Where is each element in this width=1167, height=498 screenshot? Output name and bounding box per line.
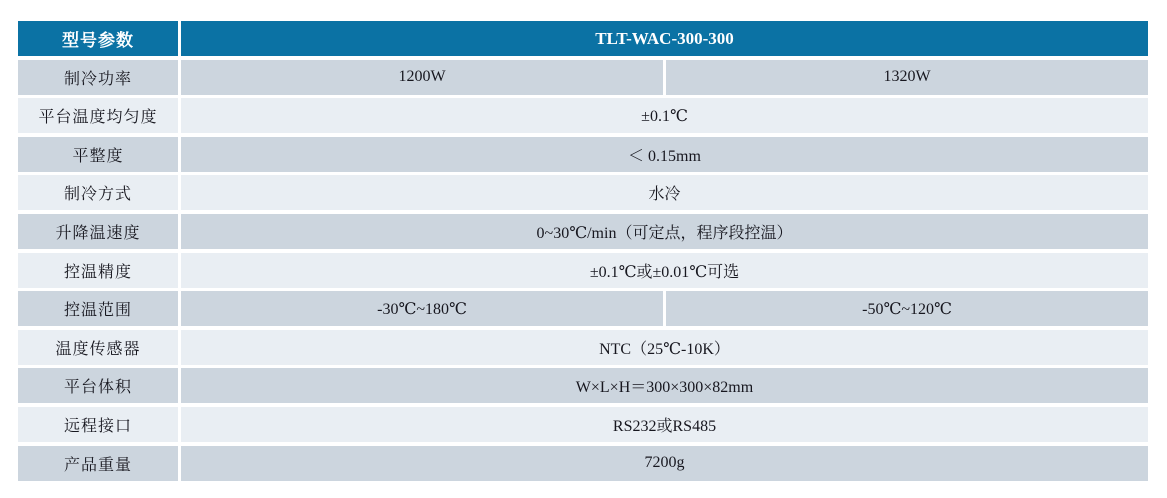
spec-value: 1200W [181,60,663,95]
spec-value: -30℃~180℃ [181,291,663,326]
spec-row-cooling-method [18,175,1148,210]
spec-value: W×L×H＝300×300×82mm [181,368,1148,403]
spec-value: ±0.1℃或±0.01℃可选 [181,253,1148,288]
spec-label: 平台温度均匀度 [18,98,178,133]
spec-row-product-weight [18,446,1148,481]
spec-label: 产品重量 [18,446,178,481]
spec-value: 1320W [666,60,1148,95]
spec-row-remote-interface [18,407,1148,442]
spec-row-temp-uniformity [18,98,1148,133]
spec-label: 平整度 [18,137,178,172]
spec-value: RS232或RS485 [181,407,1148,442]
spec-label: 控温精度 [18,253,178,288]
spec-value: ±0.1℃ [181,98,1148,133]
spec-row-temp-sensor [18,330,1148,365]
spec-row-platform-size [18,368,1148,403]
spec-row-ramp-rate [18,214,1148,249]
spec-table-header-row [18,21,1148,56]
spec-label: 升降温速度 [18,214,178,249]
spec-row-control-range [18,291,1148,326]
spec-value: 水冷 [181,175,1148,210]
spec-label: 温度传感器 [18,330,178,365]
spec-label: 控温范围 [18,291,178,326]
spec-row-flatness [18,137,1148,172]
spec-row-control-precision [18,253,1148,288]
spec-value: 0~30℃/min（可定点，程序段控温） [181,214,1148,249]
spec-label: 远程接口 [18,407,178,442]
spec-value: NTC（25℃-10K） [181,330,1148,365]
spec-label: 平台体积 [18,368,178,403]
spec-value: -50℃~120℃ [666,291,1148,326]
spec-value: ＜ 0.15mm [181,137,1148,172]
spec-table [18,21,1148,484]
spec-label: 制冷功率 [18,60,178,95]
model-header-cell: TLT-WAC-300-300 [181,21,1148,56]
spec-row-cooling-power [18,60,1148,95]
spec-value: 7200g [181,446,1148,481]
param-header-cell: 型号参数 [18,21,178,56]
spec-label: 制冷方式 [18,175,178,210]
